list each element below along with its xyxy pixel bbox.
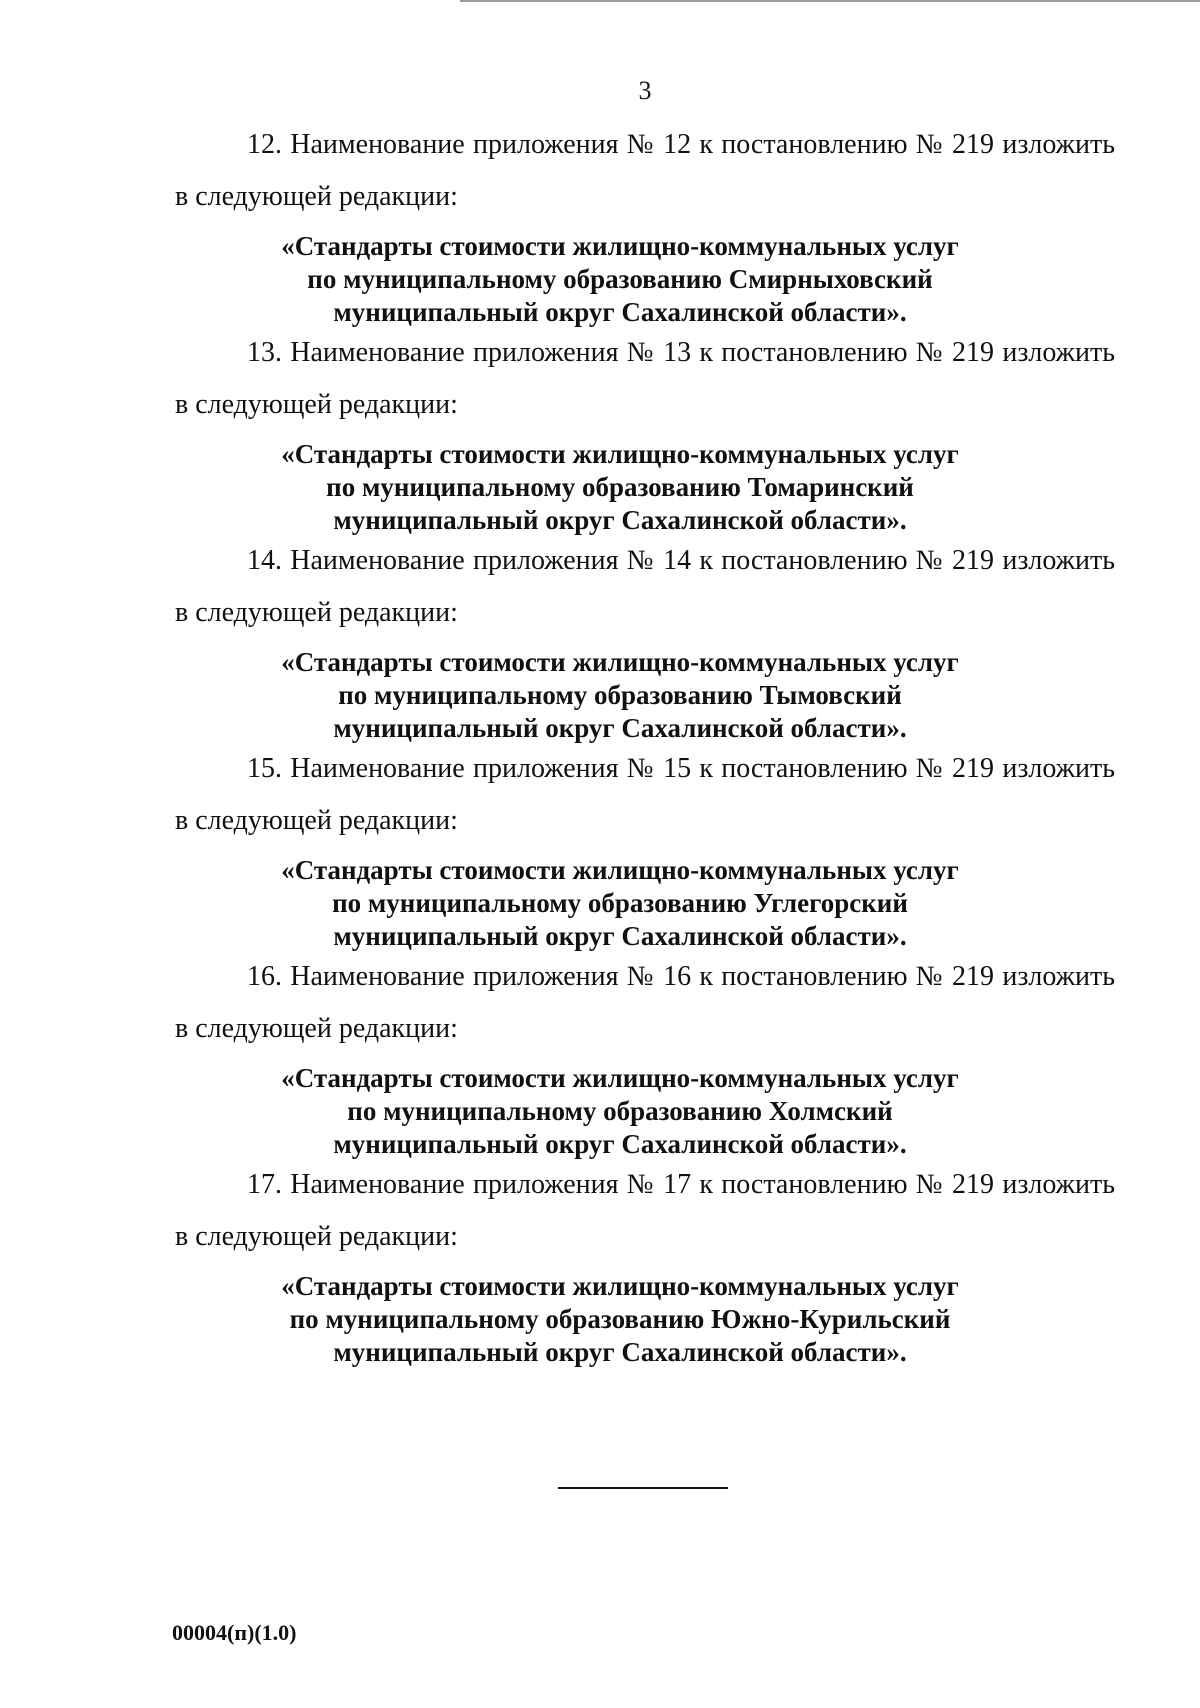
document-code: 00004(п)(1.0)	[172, 1620, 297, 1645]
amendment-new-title	[275, 230, 965, 329]
amendment-text: 16. Наименование приложения № 16 к постановлению № 219 изложить	[247, 961, 1115, 992]
new-title-line: по муниципальному образованию Южно-Курильский	[289, 1304, 951, 1334]
new-title-line: муниципальный округ Сахалинской области».	[333, 713, 907, 743]
scan-top-edge	[460, 0, 1200, 2]
new-title-line: муниципальный округ Сахалинской области».	[333, 1129, 907, 1159]
amendment-text: 13. Наименование приложения № 13 к постановлению № 219 изложить	[247, 337, 1115, 368]
amendment-new-title	[275, 438, 965, 537]
new-title-line: по муниципальному образованию Смирныховский	[307, 264, 933, 294]
new-title-line: муниципальный округ Сахалинской области».	[333, 297, 907, 327]
amendment-item-12	[175, 126, 1115, 334]
amendment-text: 17. Наименование приложения № 17 к постановлению № 219 изложить	[247, 1169, 1115, 1200]
page-number: 3	[638, 76, 652, 105]
new-title-line: муниципальный округ Сахалинской области».	[333, 505, 907, 535]
new-title-line: «Стандарты стоимости жилищно-коммунальных услуг	[281, 439, 959, 469]
amendment-item-17	[175, 1166, 1115, 1374]
amendment-item-13	[175, 334, 1115, 542]
amendment-text-continuation: в следующей редакции:	[175, 1013, 458, 1044]
amendment-text: 15. Наименование приложения № 15 к постановлению № 219 изложить	[247, 753, 1115, 784]
amendment-text-continuation: в следующей редакции:	[175, 805, 458, 836]
new-title-line: муниципальный округ Сахалинской области».	[333, 921, 907, 951]
new-title-line: по муниципальному образованию Тымовский	[338, 680, 902, 710]
new-title-line: «Стандарты стоимости жилищно-коммунальных услуг	[281, 1271, 959, 1301]
amendment-item-14	[175, 542, 1115, 750]
amendment-text-continuation: в следующей редакции:	[175, 597, 458, 628]
new-title-line: муниципальный округ Сахалинской области».	[333, 1337, 907, 1367]
amendment-new-title	[275, 1270, 965, 1369]
new-title-line: по муниципальному образованию Холмский	[347, 1096, 893, 1126]
amendment-list	[175, 126, 1115, 1374]
amendment-new-title	[275, 646, 965, 745]
amendment-text-continuation: в следующей редакции:	[175, 1221, 458, 1252]
new-title-line: «Стандарты стоимости жилищно-коммунальных услуг	[281, 1063, 959, 1093]
new-title-line: по муниципальному образованию Томаринский	[326, 472, 914, 502]
amendment-item-16	[175, 958, 1115, 1166]
amendment-new-title	[275, 1062, 965, 1161]
new-title-line: «Стандарты стоимости жилищно-коммунальных услуг	[281, 647, 959, 677]
amendment-text-continuation: в следующей редакции:	[175, 181, 458, 212]
amendment-item-15	[175, 750, 1115, 958]
end-of-text-rule	[558, 1487, 728, 1489]
new-title-line: «Стандарты стоимости жилищно-коммунальных услуг	[281, 855, 959, 885]
new-title-line: по муниципальному образованию Углегорский	[332, 888, 908, 918]
amendment-text: 14. Наименование приложения № 14 к постановлению № 219 изложить	[247, 545, 1115, 576]
amendment-text-continuation: в следующей редакции:	[175, 389, 458, 420]
amendment-new-title	[275, 854, 965, 953]
new-title-line: «Стандарты стоимости жилищно-коммунальных услуг	[281, 231, 959, 261]
amendment-text: 12. Наименование приложения № 12 к постановлению № 219 изложить	[247, 129, 1115, 160]
